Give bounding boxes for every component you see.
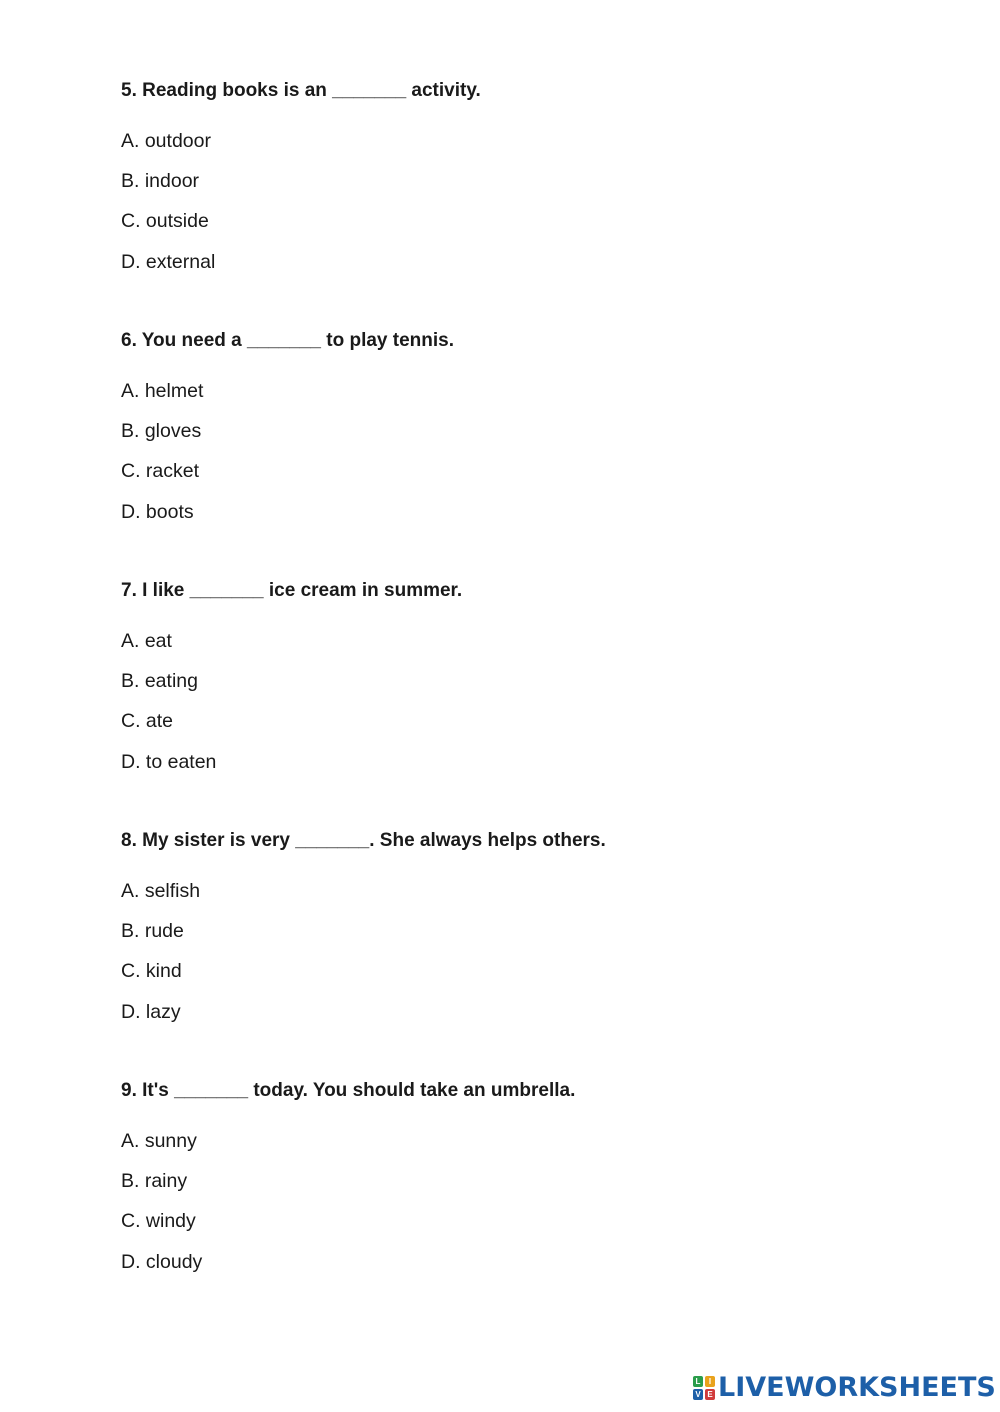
option-list: [121, 1129, 921, 1274]
option-list: [121, 629, 921, 774]
question-8: [121, 829, 921, 1024]
liveworksheets-logo-icon: [693, 1376, 715, 1400]
logo-tile: I: [705, 1376, 715, 1387]
question-title: 7. I like _______ ice cream in summer.: [121, 580, 463, 601]
option-d[interactable]: D. cloudy: [121, 1250, 203, 1273]
option-a[interactable]: A. sunny: [121, 1130, 197, 1152]
option-d[interactable]: D. external: [121, 250, 216, 273]
question-title: 8. My sister is very _______. She always helps others.: [121, 830, 606, 851]
option-b[interactable]: B. rainy: [121, 1170, 188, 1193]
option-a[interactable]: A. eat: [121, 630, 172, 652]
question-6: [121, 329, 921, 524]
option-b[interactable]: B. rude: [121, 920, 184, 943]
option-a[interactable]: A. helmet: [121, 380, 204, 402]
option-c[interactable]: C. outside: [121, 210, 209, 233]
option-b[interactable]: B. gloves: [121, 420, 202, 443]
option-b[interactable]: B. indoor: [121, 170, 200, 193]
question-title: 5. Reading books is an _______ activity.: [121, 80, 481, 101]
question-title: 9. It's _______ today. You should take an umbrella.: [121, 1080, 576, 1101]
option-a[interactable]: A. outdoor: [121, 130, 211, 152]
logo-tile: L: [693, 1376, 703, 1387]
option-list: [121, 879, 921, 1024]
question-9: [121, 1079, 921, 1274]
option-list: [121, 379, 921, 524]
question-7: [121, 579, 921, 774]
logo-tile: E: [705, 1389, 715, 1400]
brand-wordmark: LIVEWORKSHEETS: [718, 1372, 996, 1403]
option-d[interactable]: D. boots: [121, 500, 194, 523]
option-d[interactable]: D. to eaten: [121, 750, 217, 773]
option-c[interactable]: C. ate: [121, 710, 174, 733]
option-list: [121, 129, 921, 274]
question-title: 6. You need a _______ to play tennis.: [121, 330, 454, 351]
option-b[interactable]: B. eating: [121, 670, 198, 693]
option-a[interactable]: A. selfish: [121, 880, 201, 902]
question-5: [121, 79, 921, 274]
logo-tile: V: [693, 1389, 703, 1400]
liveworksheets-brand: [693, 1373, 996, 1403]
option-c[interactable]: C. kind: [121, 960, 182, 983]
option-c[interactable]: C. racket: [121, 460, 200, 483]
option-d[interactable]: D. lazy: [121, 1000, 181, 1023]
option-c[interactable]: C. windy: [121, 1210, 196, 1233]
